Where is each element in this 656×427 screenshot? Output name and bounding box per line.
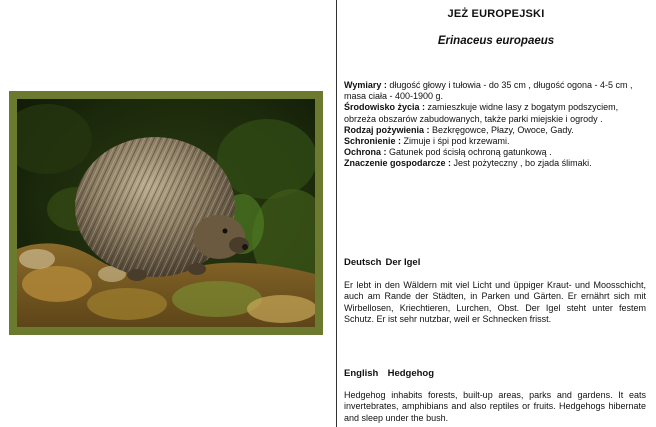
deutsch-lang: Deutsch [344,257,382,268]
info-shelter [344,136,644,147]
hedgehog-photo [17,99,315,327]
info-shelter-label: Schronienie : [344,136,402,147]
info-dimensions-text: długość głowy i tułowia - do 35 cm , długość ogona - 4-5 cm , masa ciała - 400-1900 g. [344,80,633,102]
info-economic-label: Znaczenie gospodarcze : [344,158,452,169]
deutsch-heading [344,257,420,268]
info-food-text: Bezkręgowce, Płazy, Owoce, Gady. [429,124,574,135]
deutsch-name: Der Igel [385,257,421,268]
info-shelter-text: Zimuje i śpi pod krzewami. [401,136,510,147]
column-divider [336,0,337,427]
info-dimensions [344,80,644,102]
info-food [344,125,644,136]
english-lang: English [344,368,379,379]
info-protection-label: Ochrona : [344,147,387,158]
info-food-label: Rodzaj pożywienia : [344,124,430,135]
english-heading [344,368,434,379]
info-block [344,80,644,170]
english-name: Hedgehog [387,368,435,379]
info-economic [344,158,644,169]
species-title-latin: Erinaceus europaeus [437,35,555,47]
info-economic-text: Jest pożyteczny , bo zjada ślimaki. [451,158,592,169]
info-protection-text: Gatunek pod ścisłą ochroną gatunkową . [386,147,552,158]
info-dimensions-label: Wymiary : [344,80,387,90]
info-habitat-text: zamieszkuje widne lasy z bogatym podszyciem, obrzeża obszarów zabudowanych, także parki miejskie i ogrody . [344,102,619,124]
english-text: Hedgehog inhabits forests, built-up areas, parks and gardens. It eats invertebrates, amphibians and also reptiles or fruits. Hedgehogs hibernate and sleep under the bush. [344,390,646,423]
species-title-polish: JEŻ EUROPEJSKI [447,8,545,20]
info-habitat-label: Środowisko życia : [344,102,426,113]
deutsch-text: Er lebt in den Wäldern mit viel Licht und üppiger Kraut- und Moosschicht, auch am Rande der Städten, in Parken und Gärten. Er ernährt sich mit Wirbellosen, Kriechtieren, Lurchen, Obst. Der Igel steht unter festem Schutz. Er ist sehr nutzbar, weil er Schnecken frisst. [344,280,646,325]
photo-frame [9,91,323,335]
info-habitat [344,102,644,124]
info-protection [344,147,644,158]
